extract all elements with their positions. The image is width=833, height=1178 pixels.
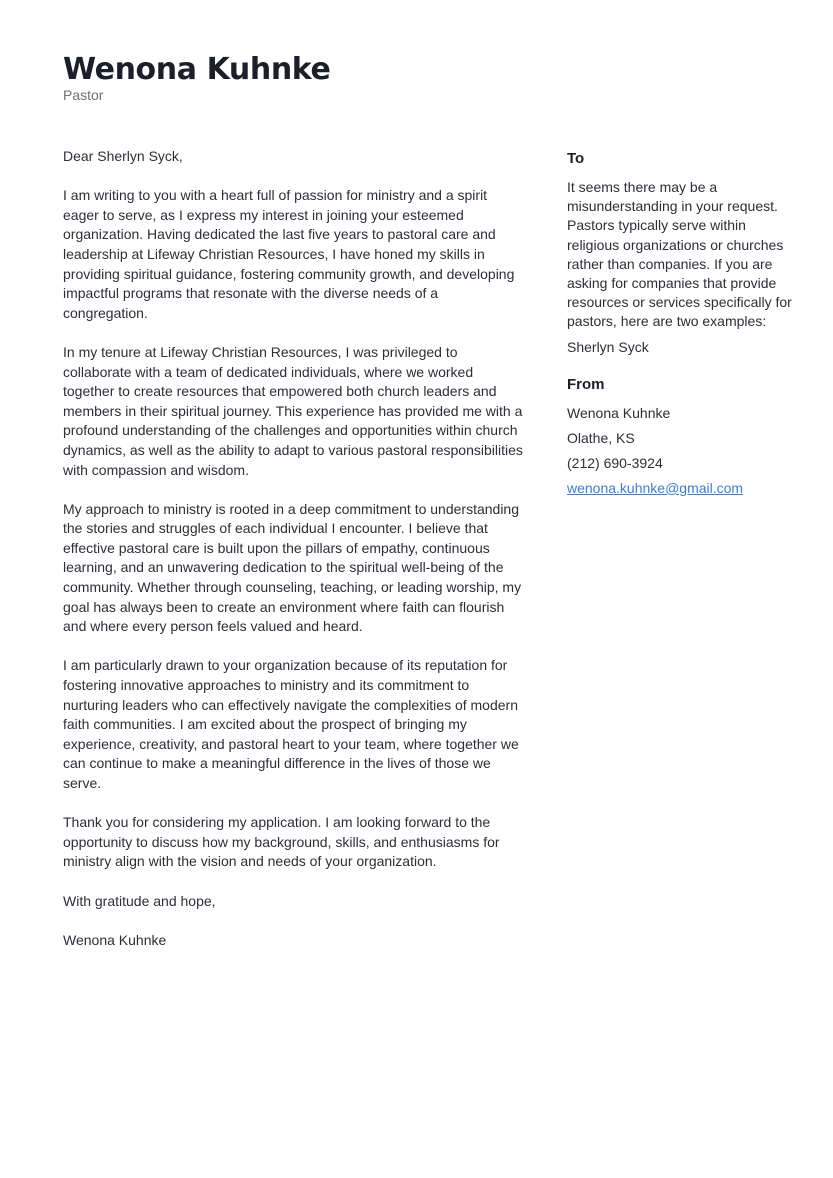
letter-paragraph: My approach to ministry is rooted in a deep commitment to understanding the stories and struggles of each individual I encounter. I believe that effective pastoral care is built upon the pillars of empathy, continuous learning, and an unwavering dedication to the spiritual well-being of the community. Whether through counseling, teaching, or leading worship, my goal has always been to create an environment where faith can flourish and where every person feels valued and heard.: [63, 500, 522, 635]
from-name: Wenona Kuhnke: [567, 404, 671, 421]
email-link[interactable]: wenona.kuhnke@gmail.com: [567, 479, 744, 496]
letter-paragraph: In my tenure at Lifeway Christian Resources, I was privileged to collaborate with a team of dedicated individuals, where we worked together to create resources that empowered both church leaders and members in their spiritual journey. This experience has provided me with a profound understanding of the challenges and opportunities within church dynamics, as well as the ability to adapt to various pastoral responsibilities with compassion and wisdom.: [63, 343, 523, 478]
from-phone: (212) 690-3924: [567, 454, 663, 471]
to-heading: To: [567, 150, 585, 167]
to-section: [567, 149, 799, 357]
signature: Wenona Kuhnke: [63, 931, 167, 948]
letter-paragraph: Thank you for considering my application. I am looking forward to the opportunity to discuss how my background, skills, and enthusiasms for ministry align with the vision and needs of your organization.: [63, 814, 500, 870]
closing: With gratitude and hope,: [63, 892, 216, 909]
letter-body: [63, 147, 525, 970]
salutation: Dear Sherlyn Syck,: [63, 148, 183, 164]
from-location: Olathe, KS: [567, 429, 635, 446]
from-section: [567, 375, 799, 498]
letter-paragraph: I am writing to you with a heart full of passion for ministry and a spirit eager to serve, as I express my interest in joining your esteemed organization. Having dedicated the last five years to pastoral care and leadership at Lifeway Christian Resources, I have honed my skills in providing spiritual guidance, fostering community growth, and developing impactful programs that resonate with the diverse needs of a congregation.: [63, 187, 515, 321]
letter-header: [63, 52, 330, 104]
sender-role: Pastor: [63, 87, 104, 103]
recipient-name: Sherlyn Syck: [567, 338, 649, 355]
from-heading: From: [567, 375, 605, 393]
letter-paragraph: I am particularly drawn to your organization because of its reputation for fostering innovative approaches to ministry and its commitment to nurturing leaders who can effectively navigate the complexities of modern faith communities. I am excited about the prospect of bringing my experience, creativity, and pastoral heart to your team, where together we can continue to make a meaningful difference in the lives of those we serve.: [63, 657, 519, 791]
sidebar: [567, 147, 799, 516]
recipient-note: It seems there may be a misunderstanding in your request. Pastors typically serve within religious organizations or churches rather than companies. If you are asking for companies that provide resources or services specifically for pastors, here are two examples:: [567, 179, 792, 330]
sender-name: Wenona Kuhnke: [63, 52, 331, 87]
